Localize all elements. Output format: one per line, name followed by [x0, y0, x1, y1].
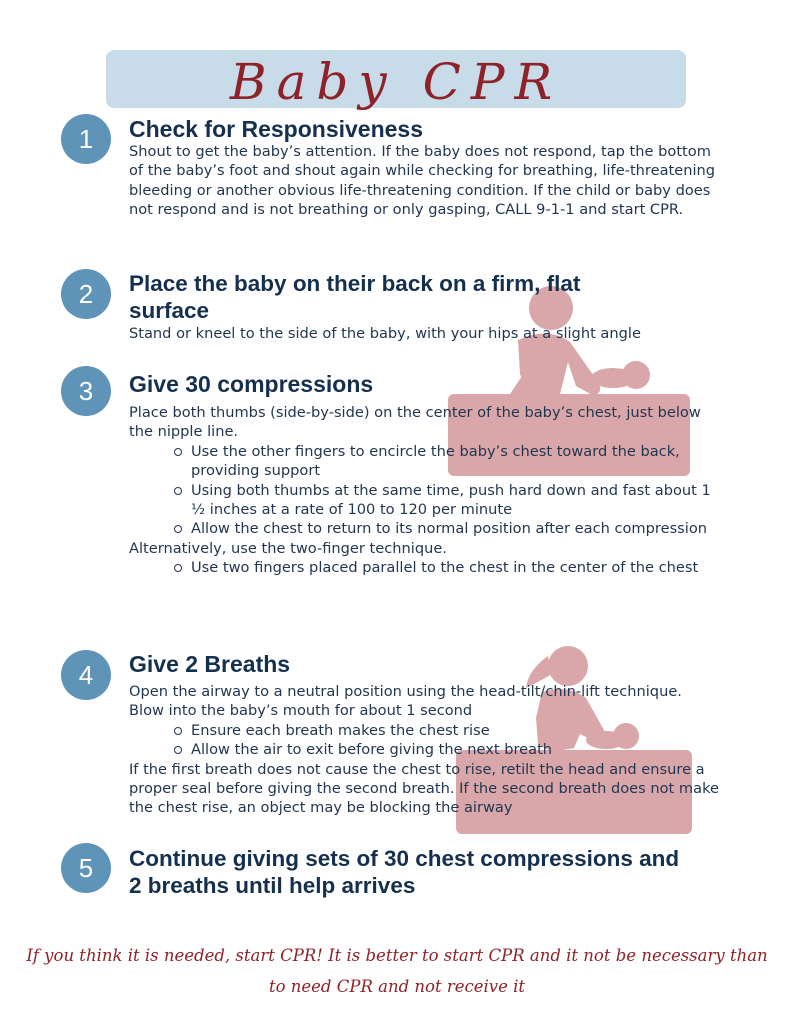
step-2-title: Place the baby on their back on a firm, flat surface: [129, 271, 581, 323]
footer-note: If you think it is needed, start CPR! It is better to start CPR and it not be necessary than to need CPR and not receive it: [26, 946, 768, 996]
step-5: [129, 845, 689, 899]
list-item: Use two fingers placed parallel to the chest in the center of the chest: [191, 558, 719, 577]
step-1: [129, 116, 719, 220]
step-4: [129, 651, 719, 818]
step-2: [129, 270, 599, 324]
step-3-bullet-list: [129, 442, 719, 539]
step-3-number-badge: 3: [61, 366, 111, 416]
step-4-followup-text: If the first breath does not cause the chest to rise, retilt the head and ensure a proper seal before giving the second breath. If the second breath does not make the chest rise, an object may be blocking the airway: [129, 760, 719, 817]
title-banner: [106, 50, 686, 111]
list-item: Ensure each breath makes the chest rise: [191, 721, 719, 740]
step-4-bullet-list: [129, 721, 719, 760]
step-2-body: Stand or kneel to the side of the baby, with your hips at a slight angle: [129, 325, 641, 342]
step-4-number-badge: 4: [61, 650, 111, 700]
step-1-body: Shout to get the baby’s attention. If the baby does not respond, tap the bottom of the baby’s foot and shout again while checking for breathing, life-threatening bleeding or another obvious life-threatening condition. If the child or baby does not respond and is not breathing or only gasping, CALL 9-1-1 and start CPR.: [129, 143, 716, 219]
step-5-title: Continue giving sets of 30 chest compressions and 2 breaths until help arrives: [129, 846, 680, 898]
step-1-number-badge: 1: [61, 114, 111, 164]
list-item: Using both thumbs at the same time, push hard down and fast about 1 ½ inches at a rate of 100 to 120 per minute: [191, 481, 719, 520]
step-4-title: Give 2 Breaths: [129, 651, 291, 677]
step-3-body: Place both thumbs (side-by-side) on the center of the baby’s chest, just below the nipple line.: [129, 404, 701, 441]
list-item: Allow the chest to return to its normal position after each compression: [191, 519, 719, 538]
step-2-number-badge: 2: [61, 269, 111, 319]
step-4-body: Open the airway to a neutral position using the head-tilt/chin-lift technique. Blow into the baby’s mouth for about 1 second: [129, 683, 682, 720]
step-3-title: Give 30 compressions: [129, 371, 374, 397]
list-item: Allow the air to exit before giving the next breath: [191, 740, 719, 759]
step-2-body-wrap: [129, 324, 719, 343]
step-3-alternative-text: Alternatively, use the two-finger technique.: [129, 539, 447, 557]
step-5-number-badge: 5: [61, 843, 111, 893]
list-item: Use the other fingers to encircle the baby’s chest toward the back, providing support: [191, 442, 719, 481]
step-3-alt-bullet-list: [129, 558, 719, 577]
step-3: [129, 371, 719, 578]
page-title: Baby CPR: [229, 53, 563, 111]
step-1-title: Check for Responsiveness: [129, 116, 424, 142]
